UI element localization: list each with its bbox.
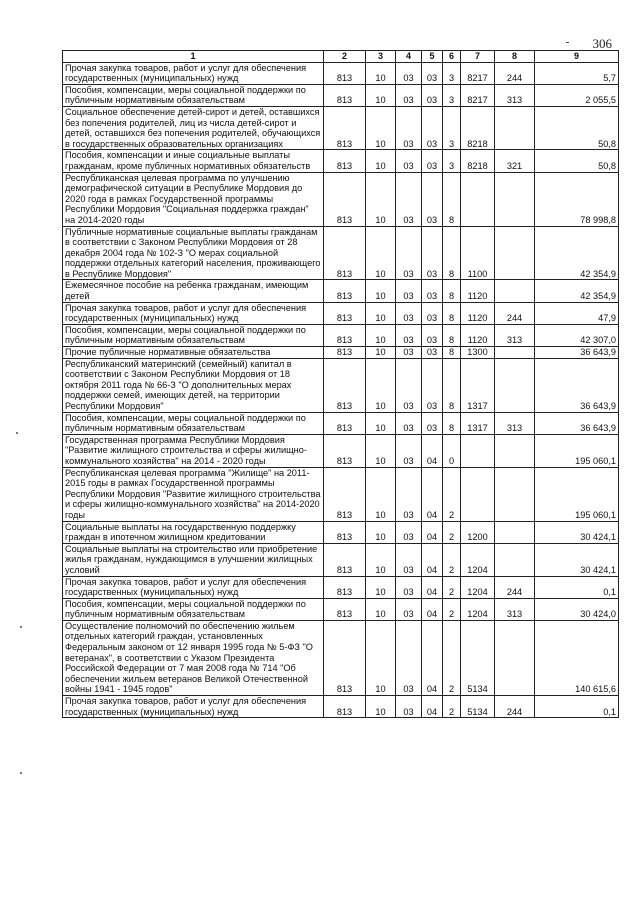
expense-type-code-cell: 244 [495,302,535,324]
row-name-cell: Пособия, компенсации, меры социальной поддержки по публичным нормативным обязательствам [63,84,324,106]
subprogram-code-cell: 8 [443,302,461,324]
ministry-code-cell: 813 [324,696,366,718]
program-code-cell: 04 [422,543,443,576]
budget-table [62,50,619,718]
amount-cell: 195 060,1 [535,467,619,521]
subsection-code-cell: 03 [396,62,422,84]
expense-type-code-cell [495,347,535,359]
column-header: 8 [495,51,535,63]
target-item-code-cell: 1300 [461,347,495,359]
amount-cell: 50,8 [535,150,619,172]
ministry-code-cell: 813 [324,172,366,226]
program-code-cell: 03 [422,412,443,434]
ministry-code-cell: 813 [324,324,366,346]
expense-type-code-cell: 244 [495,576,535,598]
table-row [63,598,619,620]
section-code-cell: 10 [366,280,396,302]
program-code-cell: 04 [422,696,443,718]
amount-cell: 42 354,9 [535,226,619,280]
table-row [63,620,619,695]
target-item-code-cell: 8218 [461,150,495,172]
subprogram-code-cell: 2 [443,521,461,543]
section-code-cell: 10 [366,302,396,324]
scan-mark [566,42,569,43]
row-name-cell: Пособия, компенсации, меры социальной поддержки по публичным нормативным обязательствам [63,324,324,346]
program-code-cell: 04 [422,576,443,598]
target-item-code-cell: 8218 [461,106,495,149]
expense-type-code-cell [495,620,535,695]
amount-cell: 5,7 [535,62,619,84]
subsection-code-cell: 03 [396,280,422,302]
ministry-code-cell: 813 [324,347,366,359]
amount-cell: 50,8 [535,106,619,149]
expense-type-code-cell: 244 [495,696,535,718]
section-code-cell: 10 [366,598,396,620]
program-code-cell: 04 [422,467,443,521]
amount-cell: 2 055,5 [535,84,619,106]
subprogram-code-cell: 2 [443,576,461,598]
table-row [63,434,619,467]
section-code-cell: 10 [366,521,396,543]
scan-speck [20,772,22,774]
amount-cell: 30 424,1 [535,543,619,576]
section-code-cell: 10 [366,347,396,359]
expense-type-code-cell [495,434,535,467]
subsection-code-cell: 03 [396,434,422,467]
section-code-cell: 10 [366,576,396,598]
section-code-cell: 10 [366,358,396,412]
subprogram-code-cell: 8 [443,280,461,302]
row-name-cell: Осуществление полномочий по обеспечению жильем отдельных категорий граждан, установленных Федеральным законом от 12 января 1995 года № 5-ФЗ "О ветеранах", в соответствии с Указом Президента Российской Федерации от 7 мая 2008 года № 714 "Об обеспечении жильем ветеранов Великой Отечественной войны 1941 - 1945 годов" [63,620,324,695]
ministry-code-cell: 813 [324,150,366,172]
expense-type-code-cell: 313 [495,84,535,106]
row-name-cell: Государственная программа Республики Мордовия "Развитие жилищного строительства и сферы жилищно-коммунального хозяйства" на 2014 - 2020 годы [63,434,324,467]
row-name-cell: Ежемесячное пособие на ребенка гражданам, имеющим детей [63,280,324,302]
subprogram-code-cell: 8 [443,324,461,346]
column-header: 1 [63,51,324,63]
section-code-cell: 10 [366,620,396,695]
column-header: 5 [422,51,443,63]
amount-cell: 0,1 [535,576,619,598]
expense-type-code-cell [495,543,535,576]
target-item-code-cell: 8217 [461,84,495,106]
subsection-code-cell: 03 [396,543,422,576]
ministry-code-cell: 813 [324,620,366,695]
ministry-code-cell: 813 [324,543,366,576]
target-item-code-cell: 1120 [461,280,495,302]
ministry-code-cell: 813 [324,521,366,543]
expense-type-code-cell [495,521,535,543]
table-row [63,150,619,172]
target-item-code-cell: 1317 [461,412,495,434]
subprogram-code-cell: 8 [443,172,461,226]
row-name-cell: Пособия, компенсации и иные социальные выплаты гражданам, кроме публичных нормативных обязательств [63,150,324,172]
expense-type-code-cell: 321 [495,150,535,172]
expense-type-code-cell [495,467,535,521]
ministry-code-cell: 813 [324,280,366,302]
row-name-cell: Социальное обеспечение детей-сирот и детей, оставшихся без попечения родителей, лиц из числа детей-сирот и детей, оставшихся без попечения родителей, обучающихся в государственных образовательных организациях [63,106,324,149]
subsection-code-cell: 03 [396,598,422,620]
subprogram-code-cell: 8 [443,226,461,280]
subsection-code-cell: 03 [396,172,422,226]
amount-cell: 195 060,1 [535,434,619,467]
expense-type-code-cell [495,106,535,149]
subprogram-code-cell: 3 [443,62,461,84]
subprogram-code-cell: 2 [443,620,461,695]
row-name-cell: Пособия, компенсации, меры социальной поддержки по публичным нормативным обязательствам [63,412,324,434]
target-item-code-cell: 1317 [461,358,495,412]
target-item-code-cell [461,467,495,521]
ministry-code-cell: 813 [324,412,366,434]
column-header-row [63,51,619,63]
column-header: 4 [396,51,422,63]
subprogram-code-cell: 3 [443,84,461,106]
target-item-code-cell: 1200 [461,521,495,543]
section-code-cell: 10 [366,696,396,718]
section-code-cell: 10 [366,84,396,106]
row-name-cell: Республиканская целевая программа по улучшению демографической ситуации в Республике Мордовия до 2020 года в рамках Государственной программы Республики Мордовия "Социальная поддержка граждан" на 2014-2020 годы [63,172,324,226]
ministry-code-cell: 813 [324,84,366,106]
row-name-cell: Социальные выплаты на государственную поддержку граждан в ипотечном жилищном кредитовании [63,521,324,543]
program-code-cell: 03 [422,226,443,280]
subprogram-code-cell: 3 [443,106,461,149]
row-name-cell: Прочие публичные нормативные обязательства [63,347,324,359]
table-row [63,412,619,434]
section-code-cell: 10 [366,412,396,434]
table-row [63,62,619,84]
amount-cell: 36 643,9 [535,347,619,359]
amount-cell: 0,1 [535,696,619,718]
program-code-cell: 04 [422,598,443,620]
subsection-code-cell: 03 [396,412,422,434]
program-code-cell: 03 [422,324,443,346]
subsection-code-cell: 03 [396,696,422,718]
target-item-code-cell: 1100 [461,226,495,280]
subsection-code-cell: 03 [396,226,422,280]
expense-type-code-cell: 244 [495,62,535,84]
ministry-code-cell: 813 [324,576,366,598]
subsection-code-cell: 03 [396,358,422,412]
row-name-cell: Республиканская целевая программа "Жилище" на 2011-2015 годы в рамках Государственной программы Республики Мордовия "Развитие жилищного строительства и сферы жилищно-коммунального хозяйства" на 2014-2020 годы [63,467,324,521]
program-code-cell: 03 [422,62,443,84]
subsection-code-cell: 03 [396,84,422,106]
program-code-cell: 03 [422,106,443,149]
program-code-cell: 04 [422,620,443,695]
expense-type-code-cell [495,172,535,226]
amount-cell: 42 354,9 [535,280,619,302]
section-code-cell: 10 [366,324,396,346]
column-header: 2 [324,51,366,63]
subsection-code-cell: 03 [396,324,422,346]
ministry-code-cell: 813 [324,434,366,467]
program-code-cell: 03 [422,150,443,172]
ministry-code-cell: 813 [324,302,366,324]
ministry-code-cell: 813 [324,226,366,280]
amount-cell: 36 643,9 [535,358,619,412]
program-code-cell: 03 [422,172,443,226]
row-name-cell: Публичные нормативные социальные выплаты гражданам в соответствии с Законом Республики Мордовия от 28 декабря 2004 года № 102-З "О мерах социальной поддержки отдельных категорий населения, проживающего в Республике Мордовия" [63,226,324,280]
target-item-code-cell [461,434,495,467]
table-row [63,347,619,359]
table-row [63,106,619,149]
section-code-cell: 10 [366,106,396,149]
ministry-code-cell: 813 [324,62,366,84]
subprogram-code-cell: 2 [443,696,461,718]
section-code-cell: 10 [366,543,396,576]
amount-cell: 30 424,1 [535,521,619,543]
subprogram-code-cell: 2 [443,598,461,620]
section-code-cell: 10 [366,172,396,226]
target-item-code-cell: 1204 [461,598,495,620]
table-body [63,62,619,718]
column-header: 3 [366,51,396,63]
expense-type-code-cell [495,226,535,280]
table-row [63,172,619,226]
scan-speck [16,432,18,434]
subsection-code-cell: 03 [396,620,422,695]
target-item-code-cell: 1120 [461,302,495,324]
table-row [63,696,619,718]
amount-cell: 36 643,9 [535,412,619,434]
program-code-cell: 03 [422,302,443,324]
column-header: 9 [535,51,619,63]
row-name-cell: Социальные выплаты на строительство или приобретение жилья гражданам, нуждающимся в улучшении жилищных условий [63,543,324,576]
program-code-cell: 03 [422,347,443,359]
subsection-code-cell: 03 [396,521,422,543]
row-name-cell: Прочая закупка товаров, работ и услуг для обеспечения государственных (муниципальных) нужд [63,576,324,598]
table-row [63,302,619,324]
table-row [63,576,619,598]
target-item-code-cell [461,172,495,226]
subprogram-code-cell: 0 [443,434,461,467]
row-name-cell: Прочая закупка товаров, работ и услуг для обеспечения государственных (муниципальных) нужд [63,62,324,84]
expense-type-code-cell: 313 [495,412,535,434]
table-row [63,84,619,106]
program-code-cell: 04 [422,434,443,467]
table-row [63,280,619,302]
ministry-code-cell: 813 [324,358,366,412]
target-item-code-cell: 1120 [461,324,495,346]
target-item-code-cell: 5134 [461,620,495,695]
amount-cell: 78 998,8 [535,172,619,226]
section-code-cell: 10 [366,150,396,172]
amount-cell: 30 424,0 [535,598,619,620]
table-row [63,358,619,412]
subsection-code-cell: 03 [396,106,422,149]
section-code-cell: 10 [366,467,396,521]
subsection-code-cell: 03 [396,467,422,521]
target-item-code-cell: 1204 [461,543,495,576]
ministry-code-cell: 813 [324,467,366,521]
program-code-cell: 03 [422,358,443,412]
table-row [63,324,619,346]
program-code-cell: 03 [422,84,443,106]
subprogram-code-cell: 8 [443,347,461,359]
target-item-code-cell: 8217 [461,62,495,84]
subsection-code-cell: 03 [396,302,422,324]
expense-type-code-cell [495,358,535,412]
table-row [63,543,619,576]
amount-cell: 42 307,0 [535,324,619,346]
amount-cell: 47,9 [535,302,619,324]
subsection-code-cell: 03 [396,576,422,598]
column-header: 6 [443,51,461,63]
row-name-cell: Пособия, компенсации, меры социальной поддержки по публичным нормативным обязательствам [63,598,324,620]
subprogram-code-cell: 2 [443,543,461,576]
target-item-code-cell: 1204 [461,576,495,598]
target-item-code-cell: 5134 [461,696,495,718]
column-header: 7 [461,51,495,63]
amount-cell: 140 615,6 [535,620,619,695]
expense-type-code-cell: 313 [495,324,535,346]
table-row [63,467,619,521]
row-name-cell: Прочая закупка товаров, работ и услуг для обеспечения государственных (муниципальных) нужд [63,302,324,324]
row-name-cell: Республиканский материнский (семейный) капитал в соответствии с Законом Республики Мордовия от 18 октября 2011 года № 66-З "О дополнительных мерах поддержки семей, имеющих детей, на территории Республики Мордовия" [63,358,324,412]
subprogram-code-cell: 3 [443,150,461,172]
subsection-code-cell: 03 [396,347,422,359]
page-number: 306 [592,36,612,51]
program-code-cell: 03 [422,280,443,302]
table-row [63,226,619,280]
subprogram-code-cell: 2 [443,467,461,521]
section-code-cell: 10 [366,62,396,84]
expense-type-code-cell: 313 [495,598,535,620]
ministry-code-cell: 813 [324,106,366,149]
subprogram-code-cell: 8 [443,412,461,434]
scan-speck [20,626,22,628]
section-code-cell: 10 [366,434,396,467]
program-code-cell: 04 [422,521,443,543]
table-row [63,521,619,543]
section-code-cell: 10 [366,226,396,280]
subprogram-code-cell: 8 [443,358,461,412]
row-name-cell: Прочая закупка товаров, работ и услуг для обеспечения государственных (муниципальных) нужд [63,696,324,718]
subsection-code-cell: 03 [396,150,422,172]
ministry-code-cell: 813 [324,598,366,620]
expense-type-code-cell [495,280,535,302]
